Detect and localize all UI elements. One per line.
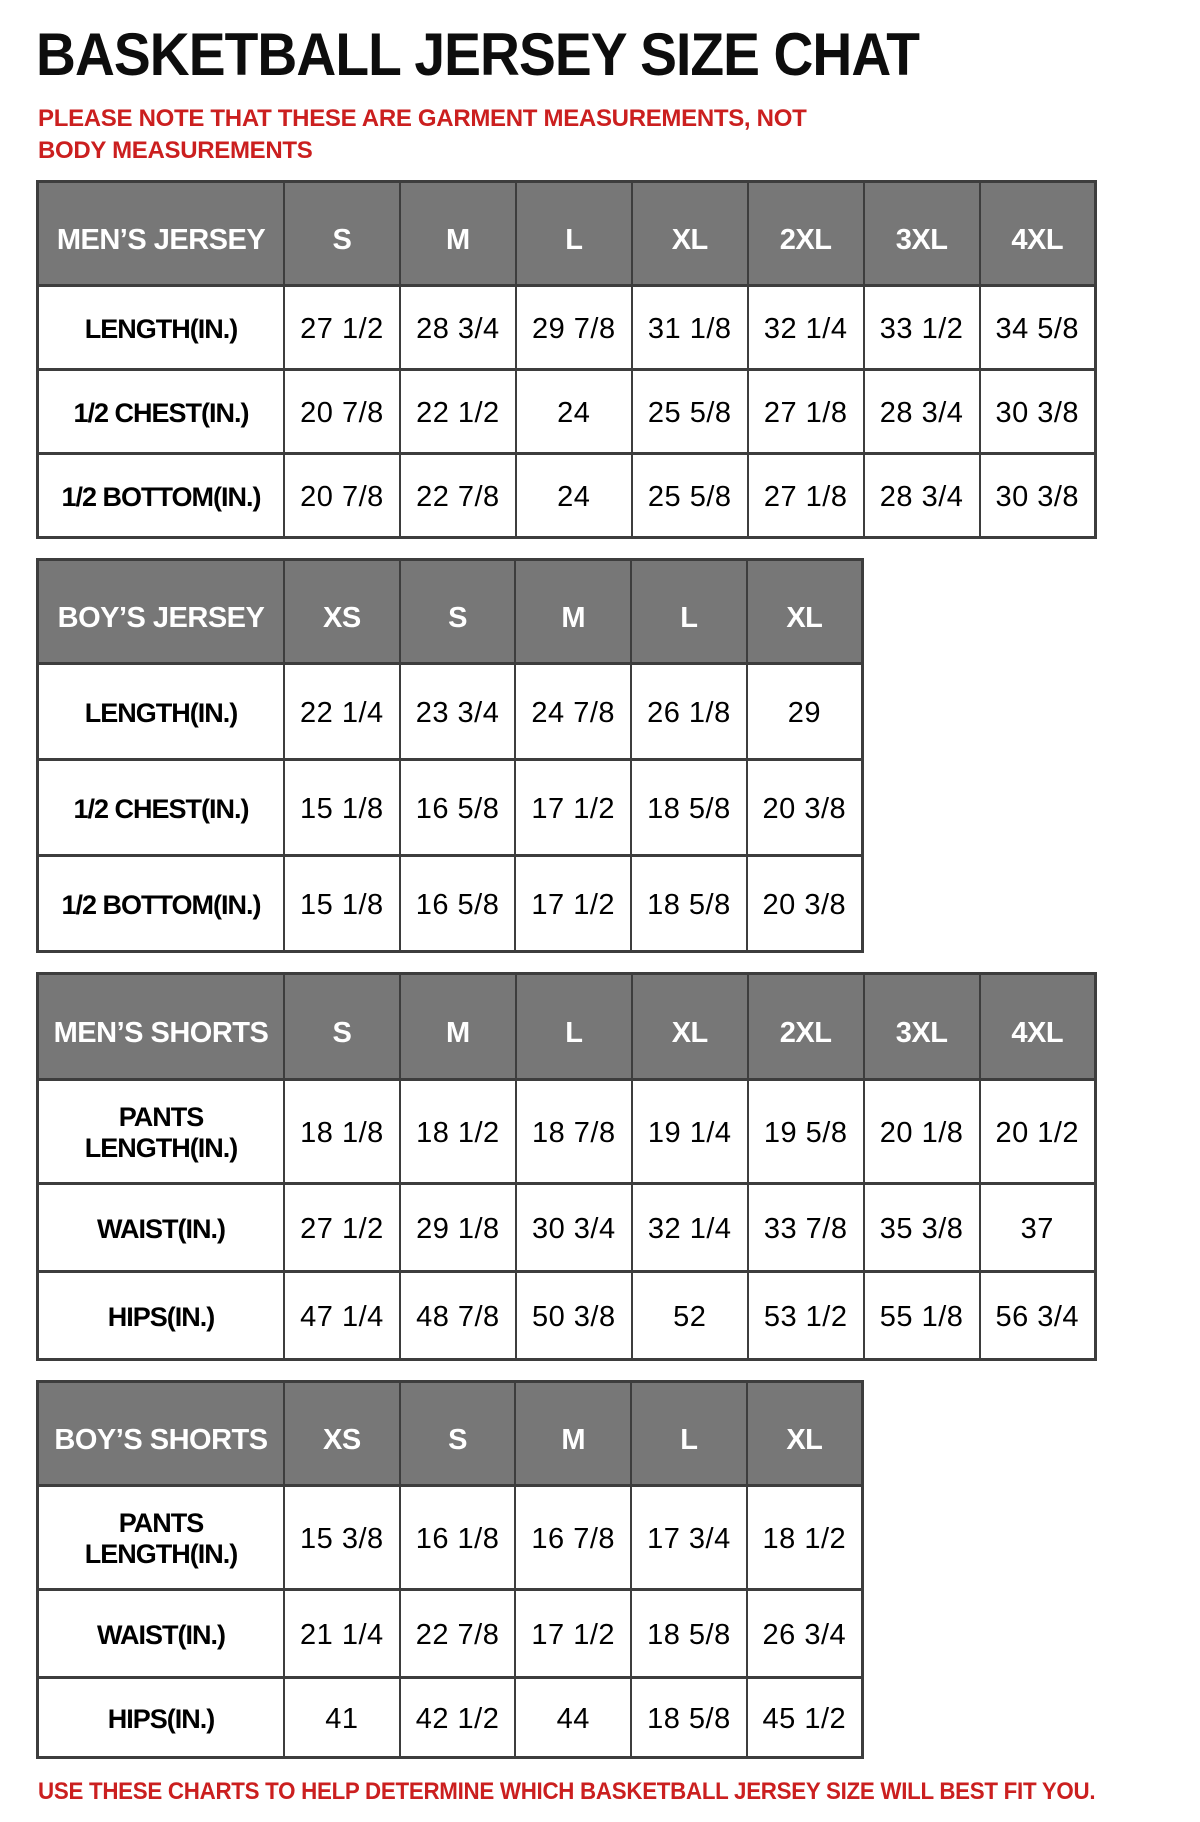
measurement-value: 21 1/4: [284, 1590, 400, 1678]
measurement-value: 32 1/4: [632, 1184, 748, 1272]
measurement-label: HIPS(IN.): [38, 1678, 285, 1758]
measurement-value: 22 7/8: [400, 454, 516, 538]
measurement-value: 16 5/8: [400, 856, 516, 952]
size-column-header: L: [516, 974, 632, 1080]
measurement-row: [38, 286, 1096, 370]
measurement-value: 47 1/4: [284, 1272, 400, 1360]
size-column-header: M: [400, 974, 516, 1080]
measurement-row: [38, 1272, 1096, 1360]
table-body-boys-jersey: [38, 664, 863, 952]
fit-advice-footer: USE THESE CHARTS TO HELP DETERMINE WHICH BASKETBALL JERSEY SIZE WILL BEST FIT YOU.: [38, 1778, 1096, 1806]
measurement-value: 35 3/8: [864, 1184, 980, 1272]
measurement-value: 28 3/4: [400, 286, 516, 370]
measurement-value: 17 1/2: [515, 856, 631, 952]
size-table-mens-shorts: [36, 972, 1097, 1361]
measurement-value: 20 3/8: [747, 760, 863, 856]
measurement-value: 26 3/4: [747, 1590, 863, 1678]
measurement-value: 18 7/8: [516, 1080, 632, 1184]
measurement-value: 19 5/8: [748, 1080, 864, 1184]
measurement-value: 32 1/4: [748, 286, 864, 370]
size-table-mens-jersey: [36, 180, 1097, 539]
measurement-row: [38, 454, 1096, 538]
measurement-value: 23 3/4: [400, 664, 516, 760]
measurement-value: 17 1/2: [515, 1590, 631, 1678]
measurement-value: 28 3/4: [864, 454, 980, 538]
measurement-value: 18 5/8: [631, 760, 747, 856]
measurement-value: 30 3/8: [980, 370, 1096, 454]
size-column-header: XL: [632, 182, 748, 286]
measurement-value: 34 5/8: [980, 286, 1096, 370]
measurement-value: 27 1/8: [748, 370, 864, 454]
measurement-value: 29 1/8: [400, 1184, 516, 1272]
measurement-value: 42 1/2: [400, 1678, 516, 1758]
measurement-row: [38, 856, 863, 952]
measurement-value: 18 5/8: [631, 856, 747, 952]
measurement-label: PANTS LENGTH(IN.): [38, 1486, 285, 1590]
measurement-value: 55 1/8: [864, 1272, 980, 1360]
size-column-header: M: [400, 182, 516, 286]
size-column-header: S: [400, 560, 516, 664]
table-title-cell: MEN’S SHORTS: [38, 974, 285, 1080]
measurement-value: 50 3/8: [516, 1272, 632, 1360]
table-head-mens-shorts: [38, 974, 1096, 1080]
measurement-value: 26 1/8: [631, 664, 747, 760]
measurement-value: 45 1/2: [747, 1678, 863, 1758]
measurement-row: [38, 1080, 1096, 1184]
table-body-mens-jersey: [38, 286, 1096, 538]
size-column-header: 3XL: [864, 182, 980, 286]
measurement-label: 1/2 BOTTOM(IN.): [38, 454, 285, 538]
size-column-header: XS: [284, 560, 400, 664]
size-column-header: L: [631, 1382, 747, 1486]
header-row: [38, 560, 863, 664]
table-body-mens-shorts: [38, 1080, 1096, 1360]
size-tables: [36, 180, 1200, 1759]
measurement-value: 24: [516, 454, 632, 538]
measurement-value: 33 1/2: [864, 286, 980, 370]
table-title-cell: MEN’S JERSEY: [38, 182, 285, 286]
measurement-value: 27 1/2: [284, 1184, 400, 1272]
measurement-label: WAIST(IN.): [38, 1590, 285, 1678]
measurement-value: 33 7/8: [748, 1184, 864, 1272]
measurement-value: 20 1/2: [980, 1080, 1096, 1184]
measurement-value: 20 1/8: [864, 1080, 980, 1184]
measurement-value: 28 3/4: [864, 370, 980, 454]
measurement-value: 56 3/4: [980, 1272, 1096, 1360]
table-head-mens-jersey: [38, 182, 1096, 286]
table-body-boys-shorts: [38, 1486, 863, 1758]
measurement-value: 16 1/8: [400, 1486, 516, 1590]
measurement-row: [38, 370, 1096, 454]
size-column-header: 4XL: [980, 974, 1096, 1080]
measurement-value: 25 5/8: [632, 454, 748, 538]
measurement-value: 15 3/8: [284, 1486, 400, 1590]
measurement-row: [38, 760, 863, 856]
measurement-row: [38, 1590, 863, 1678]
header-row: [38, 1382, 863, 1486]
header-row: [38, 182, 1096, 286]
measurement-value: 27 1/2: [284, 286, 400, 370]
size-column-header: 3XL: [864, 974, 980, 1080]
measurement-row: [38, 1486, 863, 1590]
measurement-value: 19 1/4: [632, 1080, 748, 1184]
measurement-value: 15 1/8: [284, 760, 400, 856]
measurement-value: 30 3/8: [980, 454, 1096, 538]
page-title: BASKETBALL JERSEY SIZE CHAT: [36, 21, 920, 88]
table-title-cell: BOY’S JERSEY: [38, 560, 285, 664]
size-column-header: 2XL: [748, 974, 864, 1080]
measurement-label: LENGTH(IN.): [38, 286, 285, 370]
measurement-value: 52: [632, 1272, 748, 1360]
size-column-header: L: [631, 560, 747, 664]
measurement-value: 24: [516, 370, 632, 454]
measurement-value: 20 3/8: [747, 856, 863, 952]
size-column-header: M: [515, 560, 631, 664]
measurement-value: 29: [747, 664, 863, 760]
measurement-value: 17 1/2: [515, 760, 631, 856]
size-column-header: 4XL: [980, 182, 1096, 286]
measurement-label: 1/2 BOTTOM(IN.): [38, 856, 285, 952]
measurement-value: 18 1/2: [747, 1486, 863, 1590]
measurement-value: 17 3/4: [631, 1486, 747, 1590]
measurement-label: 1/2 CHEST(IN.): [38, 370, 285, 454]
size-column-header: 2XL: [748, 182, 864, 286]
measurement-value: 22 7/8: [400, 1590, 516, 1678]
measurement-value: 20 7/8: [284, 454, 400, 538]
size-column-header: XL: [747, 1382, 863, 1486]
measurement-label: WAIST(IN.): [38, 1184, 285, 1272]
measurement-label: 1/2 CHEST(IN.): [38, 760, 285, 856]
garment-measurements-note: PLEASE NOTE THAT THESE ARE GARMENT MEASUREMENTS, NOT BODY MEASUREMENTS: [38, 105, 807, 164]
measurement-row: [38, 664, 863, 760]
measurement-label: LENGTH(IN.): [38, 664, 285, 760]
measurement-value: 16 7/8: [515, 1486, 631, 1590]
size-column-header: XS: [284, 1382, 400, 1486]
size-column-header: M: [515, 1382, 631, 1486]
size-column-header: XL: [632, 974, 748, 1080]
size-column-header: XL: [747, 560, 863, 664]
table-title-cell: BOY’S SHORTS: [38, 1382, 285, 1486]
measurement-value: 24 7/8: [515, 664, 631, 760]
measurement-value: 25 5/8: [632, 370, 748, 454]
size-column-header: S: [284, 974, 400, 1080]
measurement-value: 22 1/2: [400, 370, 516, 454]
measurement-value: 18 1/2: [400, 1080, 516, 1184]
measurement-value: 20 7/8: [284, 370, 400, 454]
measurement-value: 41: [284, 1678, 400, 1758]
table-head-boys-jersey: [38, 560, 863, 664]
size-column-header: S: [284, 182, 400, 286]
measurement-value: 16 5/8: [400, 760, 516, 856]
size-column-header: S: [400, 1382, 516, 1486]
measurement-value: 18 5/8: [631, 1590, 747, 1678]
measurement-value: 18 1/8: [284, 1080, 400, 1184]
header-row: [38, 974, 1096, 1080]
measurement-value: 37: [980, 1184, 1096, 1272]
measurement-value: 44: [515, 1678, 631, 1758]
measurement-value: 15 1/8: [284, 856, 400, 952]
measurement-value: 30 3/4: [516, 1184, 632, 1272]
measurement-row: [38, 1184, 1096, 1272]
measurement-value: 29 7/8: [516, 286, 632, 370]
size-column-header: L: [516, 182, 632, 286]
table-head-boys-shorts: [38, 1382, 863, 1486]
measurement-value: 18 5/8: [631, 1678, 747, 1758]
measurement-value: 31 1/8: [632, 286, 748, 370]
measurement-label: PANTS LENGTH(IN.): [38, 1080, 285, 1184]
measurement-label: HIPS(IN.): [38, 1272, 285, 1360]
measurement-value: 48 7/8: [400, 1272, 516, 1360]
size-table-boys-shorts: [36, 1380, 864, 1759]
measurement-value: 27 1/8: [748, 454, 864, 538]
size-table-boys-jersey: [36, 558, 864, 953]
measurement-value: 22 1/4: [284, 664, 400, 760]
measurement-value: 53 1/2: [748, 1272, 864, 1360]
measurement-row: [38, 1678, 863, 1758]
